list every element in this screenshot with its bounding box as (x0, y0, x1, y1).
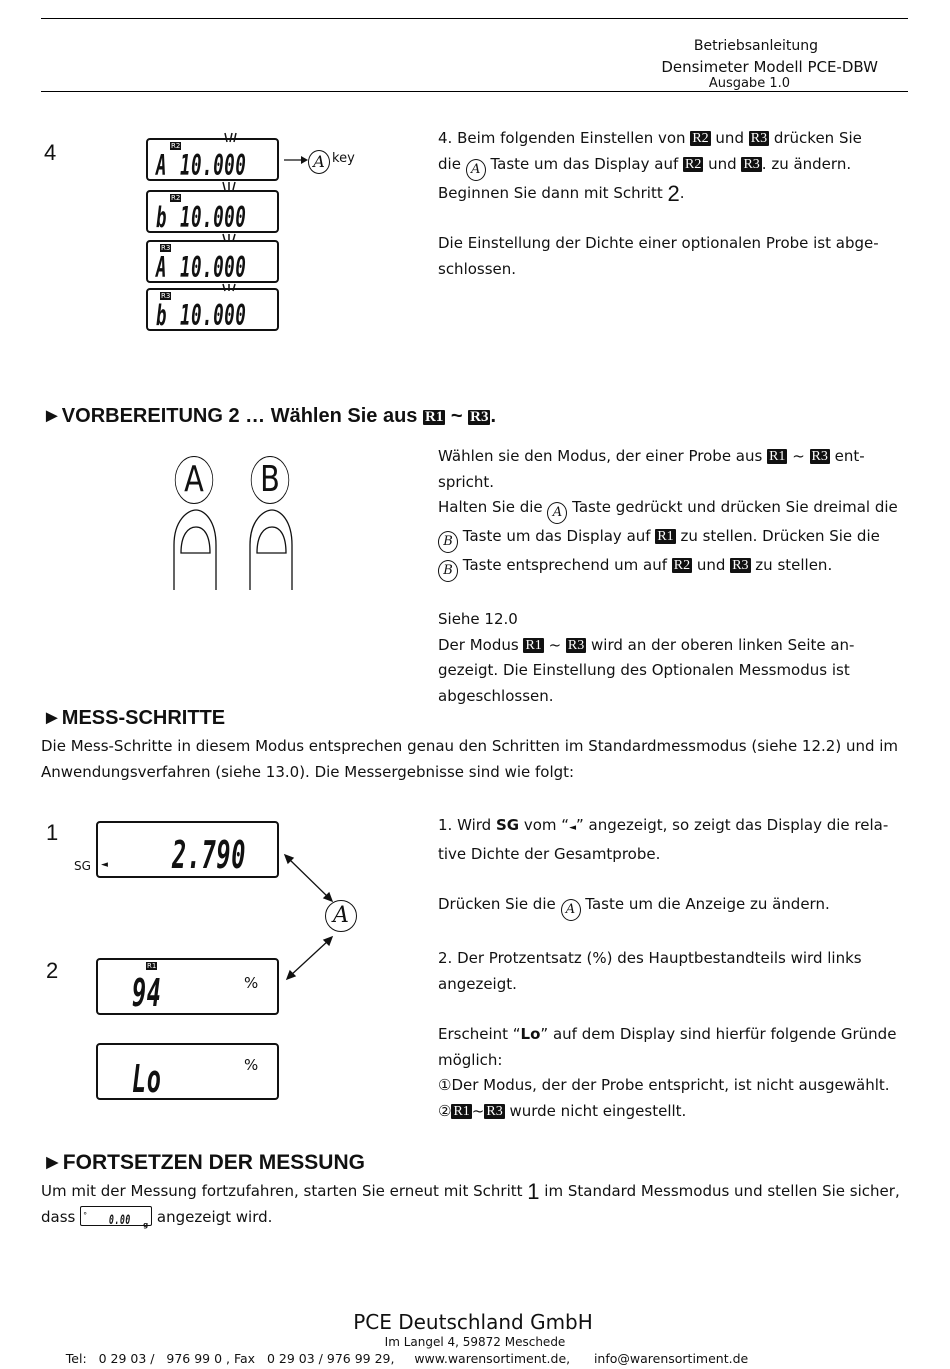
lcd-value: Lo (132, 1057, 162, 1101)
a-key-icon: A (466, 159, 486, 181)
r3-badge: R3 (750, 131, 768, 146)
r1-badge: R1 (657, 529, 674, 544)
button-b-icon: B (251, 456, 289, 504)
step-4-number: 4 (44, 140, 57, 165)
percent-unit: % (244, 1056, 259, 1074)
mini-lcd-display: ° 0.00 g (80, 1206, 152, 1226)
lcd-tag: R2 (171, 142, 181, 150)
mess-step-2-number: 2 (46, 958, 59, 983)
arrow-right-icon (284, 154, 308, 166)
footer-contact: Tel: 0 29 03 / 976 99 0 , Fax 0 29 03 / 976 99 29, www.warensortiment.de, info@warensortiment.de (65, 1351, 749, 1366)
r3-badge: R3 (732, 558, 749, 573)
fortsetzen-text: Um mit der Messung fortzufahren, starten Sie erneut mit Schritt 1 im Standard Messmodus und stellen Sie sicher, dass ° 0.00 g angezeigt wird. (41, 1179, 921, 1230)
r1-badge: R1 (424, 409, 444, 425)
percent-unit: % (244, 974, 259, 992)
r3-badge: R3 (743, 156, 760, 172)
header-top-rule (41, 18, 908, 19)
mini-lcd-unit: g (143, 1220, 149, 1229)
b-key-icon: B (438, 531, 458, 553)
r3-badge: R3 (486, 1103, 503, 1119)
mini-lcd-value: 0.00 (109, 1212, 132, 1228)
step-ref-number: 1 (527, 1179, 540, 1204)
b-key-icon: B (438, 560, 458, 582)
fingers-icon (170, 505, 300, 590)
lcd-tag: R1 (147, 962, 157, 970)
r3-badge: R3 (567, 637, 585, 653)
sg-label: SG (74, 859, 91, 873)
mess-step-1-number: 1 (46, 820, 59, 845)
r1-badge: R1 (525, 637, 542, 653)
step-ref-number: 2 (667, 180, 680, 206)
step4-instruction: 4. Beim folgenden Einstellen von R2 und R3 drücken Sie die A Taste um das Display auf R2 und R3 . zu ändern. Beginnen Sie dann mit Schritt 2. Die Einstellung der Dichte einer optionalen Probe ist abge- schlossen. (438, 126, 908, 282)
lcd-value: 94 (132, 971, 162, 1015)
section-title-prep2: ►VORBEREITUNG 2 … Wählen Sie aus R1 ~ R3 . (42, 405, 497, 427)
header-edition: Ausgabe 1.0 (708, 76, 790, 91)
lcd-prefix: b (156, 201, 168, 234)
r3-badge: R3 (811, 449, 828, 464)
footer-company: PCE Deutschland GmbH (353, 1310, 593, 1334)
lcd-value: 10.000 (180, 201, 247, 234)
blink-marks-icon (190, 130, 250, 300)
lcd-tag: R3 (161, 244, 171, 252)
prep2-instruction: Wählen sie den Modus, der einer Probe aus R1 ~ R3 ent- spricht. Halten Sie die A Taste gedrückt und drücken Sie dreimal die B Taste um das Display auf R1 zu stellen. Drücken Sie die B Taste entsprechend um auf R2 und R3 zu stellen. Siehe 12.0 Der Modus R1 ~ R3 wird an der oberen linken Seite an- gezeigt. Die Einstellung des Optionalen Messmodus ist abgeschlossen. (438, 447, 898, 705)
mess-intro: Die Mess-Schritte in diesem Modus entsprechen genau den Schritten im Standardmessmodus (siehe 12.2) und im Anwendungsverfahren (siehe 13.0). Die Messergebnisse sind wie folgt: (41, 737, 899, 781)
header-model: Densimeter Modell PCE-DBW (661, 58, 878, 76)
lcd-tag: R2 (171, 194, 181, 202)
section-title-mess: ►MESS-SCHRITTE (42, 707, 226, 729)
lcd-value: 2.790 (172, 833, 247, 877)
r2-badge: R2 (673, 558, 691, 573)
sg-arrow-icon: ◄ (101, 860, 108, 870)
lcd-value: 10.000 (180, 251, 247, 284)
r1-badge: R1 (453, 1103, 470, 1119)
r2-badge: R2 (692, 131, 709, 146)
r2-badge: R2 (685, 156, 702, 172)
lcd-prefix: A (156, 251, 168, 284)
r1-badge: R1 (769, 449, 786, 464)
a-key-icon: A (561, 899, 581, 921)
lcd-prefix: A (156, 149, 168, 182)
r3-badge: R3 (470, 409, 489, 425)
footer-address: Im Langel 4, 59872 Meschede (384, 1335, 566, 1349)
key-label: key (332, 151, 355, 166)
lcd-tag: R3 (161, 292, 171, 300)
lcd-display-lo (96, 1043, 279, 1100)
step4-note-line2: schlossen. (438, 259, 517, 278)
lcd-display-sg (96, 821, 279, 878)
lcd-value: 10.000 (180, 149, 247, 182)
a-key-icon: A (308, 150, 330, 174)
button-a-icon: A (175, 456, 213, 504)
section-title-fortsetzen: ►FORTSETZEN DER MESSUNG (42, 1151, 365, 1174)
mess-instruction: 1. Wird SG vom “◄” angezeigt, so zeigt das Display die rela- tive Dichte der Gesamtprobe. Drücken Sie die A Taste um die Anzeige zu ändern. 2. Der Protzentsatz (%) des Hauptbestandteils wird links angezeigt. Erscheint “Lo” auf dem Display sind hierfür folgende Gründe möglich: ①Der Modus, der der Probe entspricht, ist nicht ausgewählt. ② R1 ~ R3 wurde nicht eingestellt. (438, 816, 897, 1120)
a-key-icon: A (325, 900, 357, 932)
header-bottom-rule (41, 91, 908, 92)
lcd-value: 10.000 (180, 299, 247, 332)
step4-note-line1: Die Einstellung der Dichte einer optionalen Probe ist abge- (438, 234, 879, 252)
a-key-icon: A (547, 502, 567, 524)
lcd-prefix: b (156, 299, 168, 332)
header-doc-type: Betriebsanleitung (693, 38, 818, 54)
lcd-display-percent (96, 958, 279, 1015)
